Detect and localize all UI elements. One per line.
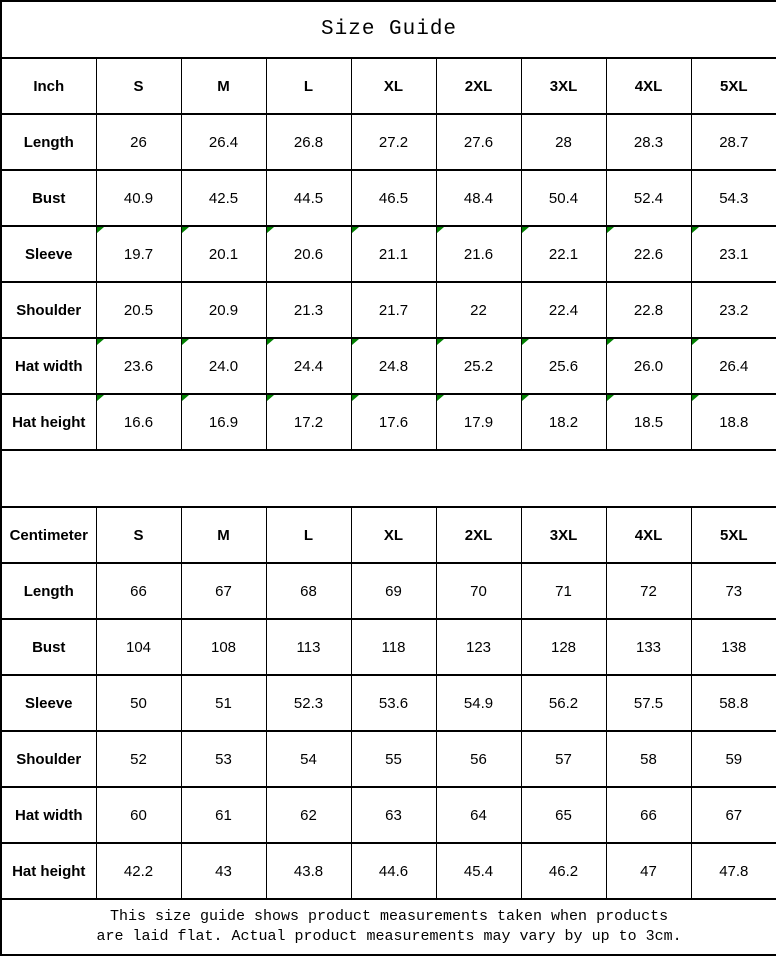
centimeter-table-section [1,507,776,899]
value-cell: 57.5 [606,675,691,731]
stored-as-text-flag-icon [437,395,444,401]
value-cell: 21.1 [351,226,436,282]
value-cell: 58 [606,731,691,787]
value-cell: 72 [606,563,691,619]
row-label-cell: Bust [1,170,96,226]
value-cell: 138 [691,619,776,675]
stored-as-text-flag-icon [182,395,189,401]
stored-as-text-flag-icon [692,227,699,233]
size-header-cell: 4XL [606,507,691,563]
footer-note-line2: are laid flat. Actual product measurements may vary by up to 3cm. [96,928,682,945]
value-cell: 23.6 [96,338,181,394]
value-cell: 108 [181,619,266,675]
footer-row [1,899,776,955]
stored-as-text-flag-icon [692,395,699,401]
value-cell: 27.2 [351,114,436,170]
value-cell: 21.3 [266,282,351,338]
value-cell: 67 [181,563,266,619]
value-cell: 51 [181,675,266,731]
stored-as-text-flag-icon [607,339,614,345]
size-header-cell: L [266,507,351,563]
value-cell: 47.8 [691,843,776,899]
stored-as-text-flag-icon [352,227,359,233]
measurement-row [1,282,776,338]
value-cell: 44.6 [351,843,436,899]
size-header-cell: 5XL [691,58,776,114]
value-cell: 70 [436,563,521,619]
value-cell: 22.6 [606,226,691,282]
row-label-cell: Length [1,563,96,619]
value-cell: 18.2 [521,394,606,450]
value-cell: 28.7 [691,114,776,170]
inch-table-section [1,58,776,450]
stored-as-text-flag-icon [522,395,529,401]
value-cell: 22.8 [606,282,691,338]
measurement-row [1,731,776,787]
stored-as-text-flag-icon [437,339,444,345]
row-label-cell: Hat width [1,787,96,843]
value-cell: 46.2 [521,843,606,899]
size-header-row [1,507,776,563]
value-cell: 20.5 [96,282,181,338]
value-cell: 50 [96,675,181,731]
value-cell: 19.7 [96,226,181,282]
value-cell: 24.0 [181,338,266,394]
row-label-cell: Bust [1,619,96,675]
footer-note [1,899,776,955]
value-cell: 26.8 [266,114,351,170]
value-cell: 17.6 [351,394,436,450]
measurement-row [1,843,776,899]
size-header-cell: XL [351,58,436,114]
value-cell: 27.6 [436,114,521,170]
value-cell: 60 [96,787,181,843]
stored-as-text-flag-icon [97,395,104,401]
value-cell: 40.9 [96,170,181,226]
value-cell: 53.6 [351,675,436,731]
value-cell: 26 [96,114,181,170]
value-cell: 20.6 [266,226,351,282]
value-cell: 67 [691,787,776,843]
value-cell: 47 [606,843,691,899]
value-cell: 17.2 [266,394,351,450]
measurement-row [1,563,776,619]
value-cell: 26.4 [181,114,266,170]
value-cell: 21.7 [351,282,436,338]
value-cell: 113 [266,619,351,675]
measurement-row [1,675,776,731]
stored-as-text-flag-icon [97,339,104,345]
value-cell: 44.5 [266,170,351,226]
stored-as-text-flag-icon [267,339,274,345]
value-cell: 24.8 [351,338,436,394]
value-cell: 20.9 [181,282,266,338]
value-cell: 22.1 [521,226,606,282]
value-cell: 25.6 [521,338,606,394]
size-header-cell: M [181,507,266,563]
size-header-cell: L [266,58,351,114]
value-cell: 58.8 [691,675,776,731]
size-header-cell: 4XL [606,58,691,114]
value-cell: 128 [521,619,606,675]
measurement-row [1,619,776,675]
page-title: Size Guide [1,1,776,58]
row-label-cell: Sleeve [1,226,96,282]
stored-as-text-flag-icon [607,227,614,233]
measurement-row [1,787,776,843]
value-cell: 55 [351,731,436,787]
stored-as-text-flag-icon [437,227,444,233]
measurement-row [1,170,776,226]
row-label-cell: Shoulder [1,731,96,787]
value-cell: 73 [691,563,776,619]
value-cell: 20.1 [181,226,266,282]
row-label-cell: Hat width [1,338,96,394]
size-header-row [1,58,776,114]
value-cell: 52.3 [266,675,351,731]
spacer-section [1,450,776,507]
spacer-cell [1,450,776,507]
value-cell: 16.6 [96,394,181,450]
stored-as-text-flag-icon [352,395,359,401]
size-header-cell: XL [351,507,436,563]
value-cell: 61 [181,787,266,843]
size-header-cell: S [96,58,181,114]
value-cell: 54.9 [436,675,521,731]
stored-as-text-flag-icon [97,227,104,233]
value-cell: 54.3 [691,170,776,226]
value-cell: 22.4 [521,282,606,338]
value-cell: 22 [436,282,521,338]
footer-note-line1: This size guide shows product measurements taken when products [109,908,669,925]
value-cell: 42.5 [181,170,266,226]
size-header-cell: 5XL [691,507,776,563]
row-label-cell: Hat height [1,394,96,450]
size-header-cell: 2XL [436,58,521,114]
value-cell: 17.9 [436,394,521,450]
measurement-row [1,338,776,394]
value-cell: 71 [521,563,606,619]
value-cell: 57 [521,731,606,787]
value-cell: 56.2 [521,675,606,731]
measurement-row [1,394,776,450]
value-cell: 28 [521,114,606,170]
unit-label-cell: Centimeter [1,507,96,563]
measurement-row [1,114,776,170]
row-label-cell: Shoulder [1,282,96,338]
value-cell: 69 [351,563,436,619]
value-cell: 18.8 [691,394,776,450]
footer-section [1,899,776,955]
value-cell: 23.2 [691,282,776,338]
value-cell: 43 [181,843,266,899]
value-cell: 28.3 [606,114,691,170]
value-cell: 21.6 [436,226,521,282]
value-cell: 133 [606,619,691,675]
stored-as-text-flag-icon [182,339,189,345]
value-cell: 104 [96,619,181,675]
value-cell: 65 [521,787,606,843]
value-cell: 62 [266,787,351,843]
stored-as-text-flag-icon [692,339,699,345]
value-cell: 63 [351,787,436,843]
value-cell: 54 [266,731,351,787]
row-label-cell: Length [1,114,96,170]
row-label-cell: Sleeve [1,675,96,731]
title-row [1,1,776,58]
unit-label-cell: Inch [1,58,96,114]
value-cell: 42.2 [96,843,181,899]
value-cell: 52 [96,731,181,787]
value-cell: 118 [351,619,436,675]
value-cell: 66 [606,787,691,843]
value-cell: 53 [181,731,266,787]
title-section [1,1,776,58]
value-cell: 50.4 [521,170,606,226]
value-cell: 46.5 [351,170,436,226]
value-cell: 52.4 [606,170,691,226]
value-cell: 26.0 [606,338,691,394]
measurement-row [1,226,776,282]
stored-as-text-flag-icon [267,227,274,233]
value-cell: 45.4 [436,843,521,899]
stored-as-text-flag-icon [182,227,189,233]
value-cell: 59 [691,731,776,787]
value-cell: 123 [436,619,521,675]
value-cell: 56 [436,731,521,787]
stored-as-text-flag-icon [522,227,529,233]
value-cell: 43.8 [266,843,351,899]
size-header-cell: M [181,58,266,114]
size-header-cell: 2XL [436,507,521,563]
stored-as-text-flag-icon [607,395,614,401]
value-cell: 25.2 [436,338,521,394]
value-cell: 26.4 [691,338,776,394]
row-label-cell: Hat height [1,843,96,899]
value-cell: 48.4 [436,170,521,226]
value-cell: 66 [96,563,181,619]
size-header-cell: 3XL [521,58,606,114]
value-cell: 16.9 [181,394,266,450]
stored-as-text-flag-icon [267,395,274,401]
size-header-cell: 3XL [521,507,606,563]
stored-as-text-flag-icon [352,339,359,345]
stored-as-text-flag-icon [522,339,529,345]
spacer-row [1,450,776,507]
size-header-cell: S [96,507,181,563]
value-cell: 18.5 [606,394,691,450]
value-cell: 24.4 [266,338,351,394]
value-cell: 68 [266,563,351,619]
value-cell: 64 [436,787,521,843]
value-cell: 23.1 [691,226,776,282]
